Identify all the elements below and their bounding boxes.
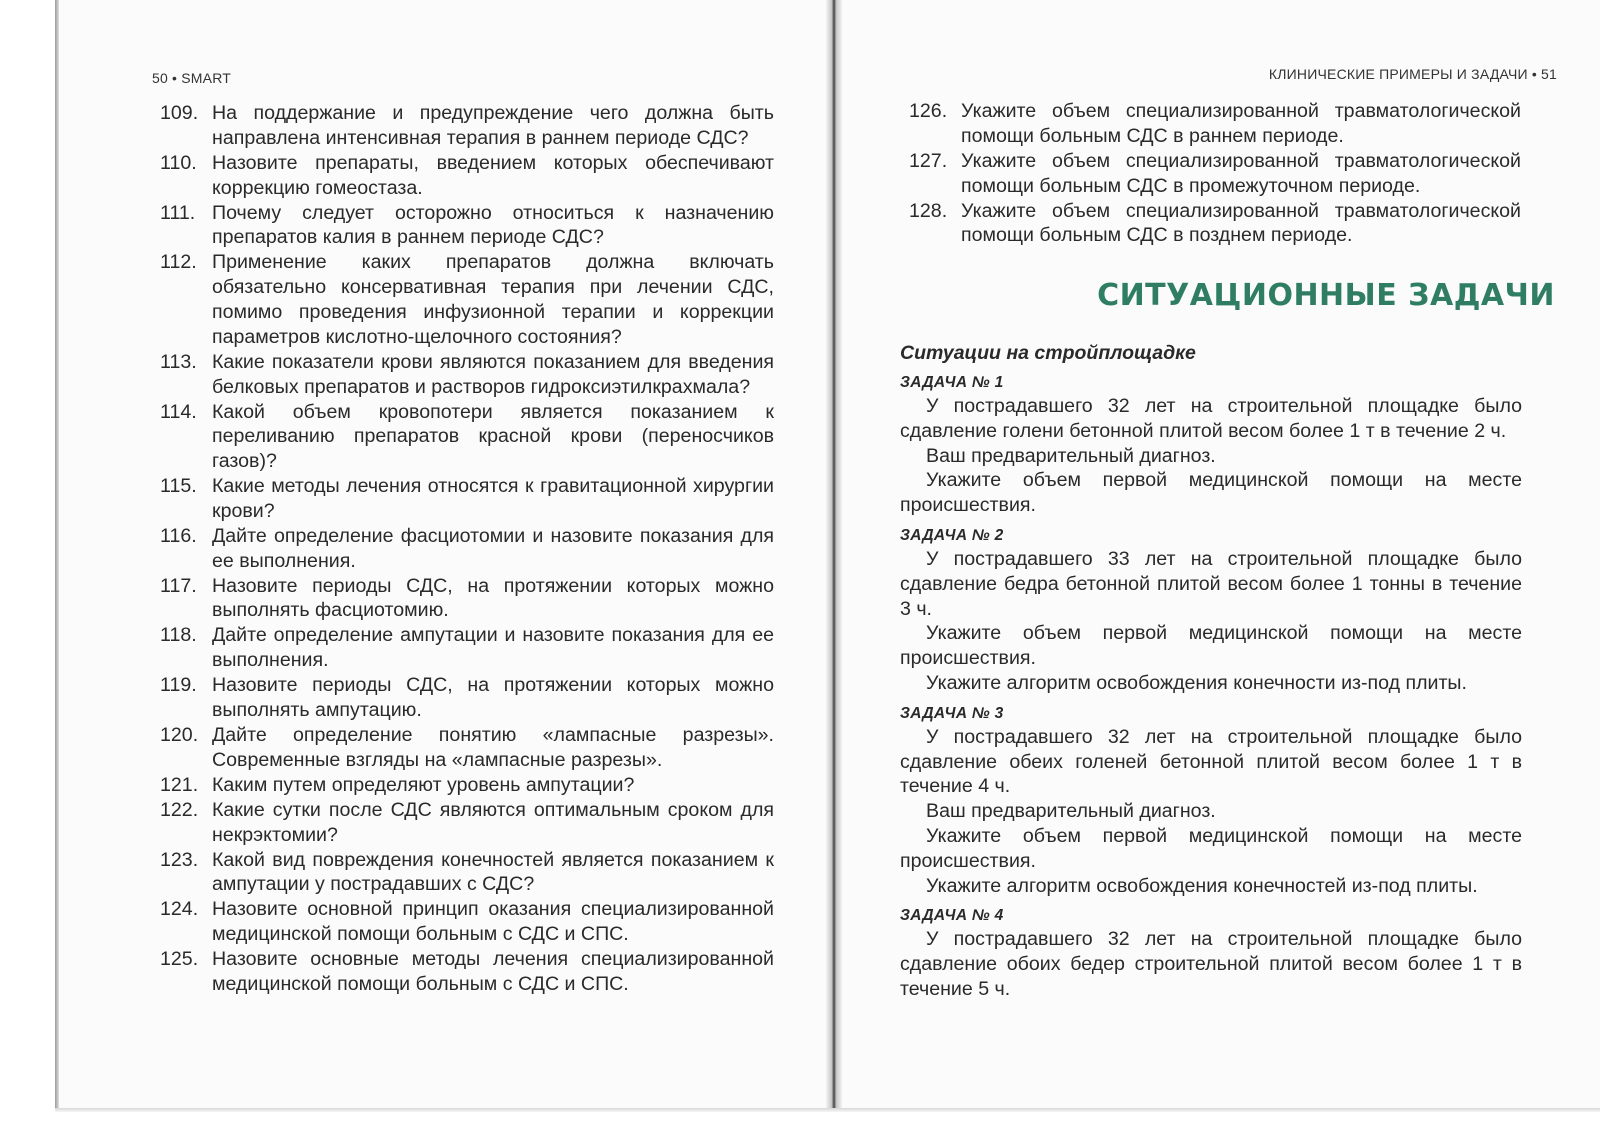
question-number: 118. — [160, 624, 197, 647]
question-text: Дайте определение фасциотомии и назовите показания для ее выполнения. — [212, 524, 774, 572]
question-item — [160, 400, 774, 474]
task-paragraph: Укажите алгоритм освобождения конечности из-под плиты. — [926, 671, 1467, 694]
task-paragraph: Укажите объем первой медицинской помощи на месте происшествия. — [900, 824, 1522, 872]
task-block — [900, 374, 1522, 518]
task-block — [900, 527, 1522, 696]
left-question-list — [160, 101, 774, 997]
question-item — [160, 350, 774, 400]
question-text: Каким путем определяют уровень ампутации? — [212, 773, 635, 796]
book-gutter — [826, 0, 842, 1112]
question-text: Назовите основные методы лечения специализированной медицинской помощи больным с СДС и СПС. — [212, 948, 774, 995]
question-text: Дайте определение понятию «лампасные разрезы». Современные взгляды на «лампасные разрезы». — [212, 723, 774, 771]
question-number: 115. — [160, 475, 197, 498]
task-paragraph: Ваш предварительный диагноз. — [926, 444, 1216, 467]
question-text: Укажите объем специализированной травматологической помощи больным СДС в промежуточном периоде. — [961, 149, 1521, 197]
question-item — [160, 250, 774, 349]
question-text: Укажите объем специализированной травматологической помощи больным СДС в позднем периоде. — [961, 199, 1521, 247]
task-title: ЗАДАЧА № 3 — [900, 704, 1004, 722]
question-number: 127. — [909, 149, 948, 172]
question-number: 113. — [160, 350, 197, 373]
question-item — [160, 524, 774, 574]
question-number: 110. — [160, 151, 197, 174]
question-item — [160, 623, 774, 673]
question-item — [160, 574, 774, 624]
task-paragraph: Укажите алгоритм освобождения конечностей из-под плиты. — [926, 874, 1478, 897]
question-item — [160, 151, 774, 201]
question-text: На поддержание и предупреждение чего должна быть направлена интенсивная терапия в раннем периоде СДС? — [212, 102, 774, 149]
question-number: 112. — [160, 251, 197, 274]
question-number: 121. — [160, 773, 199, 796]
question-number: 116. — [160, 524, 197, 547]
question-number: 117. — [160, 574, 197, 597]
question-text: Дайте определение ампутации и назовите показания для ее выполнения. — [212, 624, 774, 672]
question-text: Почему следует осторожно относиться к назначению препаратов калия в раннем периоде СДС? — [212, 201, 774, 249]
question-item — [909, 149, 1521, 199]
question-number: 125. — [160, 948, 199, 971]
right-question-list — [909, 99, 1521, 248]
task-paragraph: У пострадавшего 33 лет на строительной площадке было сдавление бедра бетонной плитой весом более 1 тонны в течение 3 ч. — [900, 547, 1522, 620]
question-item — [909, 99, 1521, 149]
question-item — [160, 897, 774, 947]
question-item — [160, 848, 774, 898]
section-title: СИТУАЦИОННЫЕ ЗАДАЧИ — [1097, 278, 1555, 313]
question-text: Назовите препараты, введением которых обеспечивают коррекцию гомеостаза. — [212, 151, 774, 199]
question-text: Назовите периоды СДС, на протяжении которых можно выполнять ампутацию. — [212, 674, 774, 721]
task-paragraph: Укажите объем первой медицинской помощи на месте происшествия. — [900, 622, 1522, 670]
question-item — [160, 798, 774, 848]
question-item — [160, 101, 774, 151]
task-paragraph: У пострадавшего 32 лет на строительной площадке было сдавление обеих голеней бетонной плитой весом более 1 т в течение 4 ч. — [900, 725, 1522, 798]
task-paragraph: Укажите объем первой медицинской помощи на месте происшествия. — [900, 469, 1522, 517]
question-item — [160, 773, 774, 798]
task-block — [900, 705, 1522, 899]
question-number: 114. — [160, 400, 197, 423]
question-number: 120. — [160, 723, 199, 746]
task-paragraph: У пострадавшего 32 лет на строительной площадке было сдавление обоих бедер строительной плитой весом более 1 т в течение 5 ч. — [900, 928, 1522, 1000]
question-text: Назовите периоды СДС, на протяжении которых можно выполнять фасциотомию. — [212, 574, 774, 622]
task-list — [900, 374, 1522, 1011]
left-running-head: 50 • SMART — [152, 70, 231, 86]
task-paragraph: У пострадавшего 32 лет на строительной площадке было сдавление голени бетонной плитой весом более 1 т в течение 2 ч. — [900, 395, 1522, 442]
bottom-page-edge — [55, 1108, 1600, 1112]
task-title: ЗАДАЧА № 1 — [900, 374, 1004, 391]
question-number: 128. — [909, 199, 948, 222]
question-item — [160, 723, 774, 773]
question-text: Какой объем кровопотери является показанием к переливанию препаратов красной крови (переносчиков газов)? — [212, 400, 774, 473]
question-number: 109. — [160, 102, 199, 124]
task-title: ЗАДАЧА № 4 — [900, 907, 1004, 925]
question-number: 122. — [160, 798, 199, 821]
task-title: ЗАДАЧА № 2 — [900, 526, 1004, 544]
question-text: Какой вид повреждения конечностей является показанием к ампутации у пострадавших с СДС? — [212, 848, 774, 896]
question-text: Какие методы лечения относятся к гравитационной хирургии крови? — [212, 475, 774, 522]
question-item — [909, 199, 1521, 249]
question-item — [160, 947, 774, 997]
right-running-head: КЛИНИЧЕСКИЕ ПРИМЕРЫ И ЗАДАЧИ • 51 — [1268, 66, 1557, 82]
subsection-title: Ситуации на стройплощадке — [900, 342, 1196, 364]
question-number: 126. — [909, 100, 948, 122]
question-item — [160, 673, 774, 723]
question-item — [160, 201, 774, 251]
question-number: 123. — [160, 848, 199, 871]
question-text: Какие показатели крови являются показанием для введения белковых препаратов и растворов гидроксиэтилкрахмала? — [212, 350, 774, 398]
question-text: Назовите основной принцип оказания специализированной медицинской помощи больным с СДС и СПС. — [212, 898, 774, 946]
task-paragraph: Ваш предварительный диагноз. — [926, 800, 1216, 823]
question-text: Укажите объем специализированной травматологической помощи больным СДС в раннем периоде. — [961, 100, 1521, 147]
task-block — [900, 907, 1522, 1001]
question-text: Применение каких препаратов должна включать обязательно консервативная терапия при лечении СДС, помимо проведения инфузионной терапии и коррекции параметров кислотно-щелочного состояния? — [212, 251, 774, 348]
question-number: 119. — [160, 674, 197, 697]
question-number: 111. — [160, 201, 196, 224]
question-text: Какие сутки после СДС являются оптимальным сроком для некрэктомии? — [212, 798, 774, 846]
question-item — [160, 474, 774, 524]
question-number: 124. — [160, 898, 199, 921]
